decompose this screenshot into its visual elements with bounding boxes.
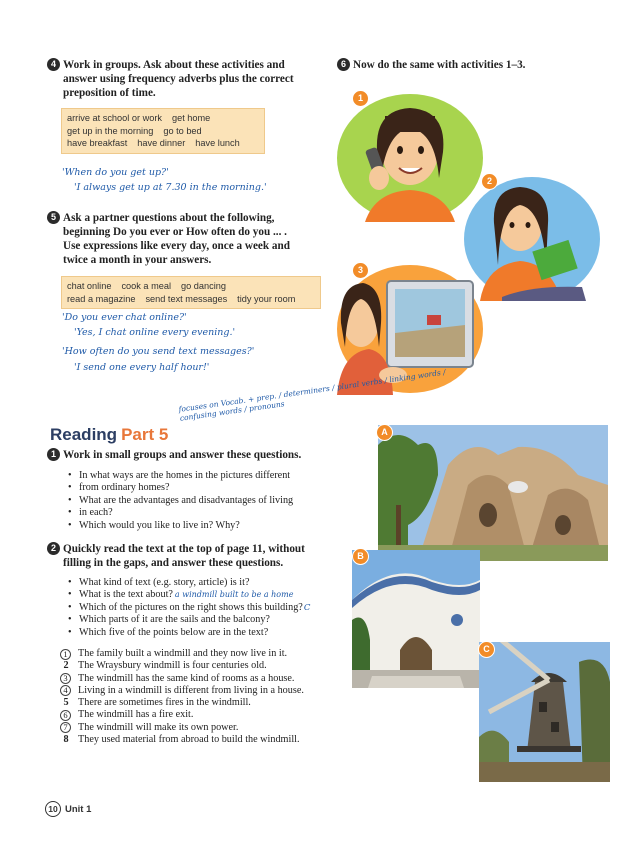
task-2: 2 Quickly read the text at the top of page 11, without filling in the gaps, and answer these questions. — [47, 542, 347, 570]
photo-b-modern-house — [352, 550, 480, 688]
task-6: 6 Now do the same with activities 1–3. — [337, 58, 597, 72]
task-1: 1 Work in small groups and answer these questions. — [47, 448, 347, 462]
statement: 6 The windmill has a fire exit. — [61, 709, 351, 721]
task-2-questions — [63, 577, 363, 639]
photo-label-a: A — [376, 424, 393, 441]
photo-c-windmill — [479, 642, 610, 782]
reading-part: Part 5 — [121, 425, 169, 444]
question: • Which parts of it are the sails and the balcony? — [63, 614, 363, 626]
task-number: 1 — [47, 448, 60, 461]
illustration-badge-1: 1 — [352, 90, 369, 107]
question: • What is the text about? a windmill built to be a home — [63, 589, 363, 601]
question-cont: • in each? — [63, 507, 353, 519]
handwritten-answer: a windmill built to be a home — [174, 590, 294, 600]
illustration-badge-3: 3 — [352, 262, 369, 279]
example-1-answer: 'Yes, I chat online every evening.' — [74, 327, 236, 338]
vocab-box-5: chat online cook a meal go dancing read a magazine send text messages tidy your room — [61, 276, 321, 309]
statement: 4 Living in a windmill is different from living in a house. — [61, 685, 351, 697]
unit-label: Unit 1 — [65, 804, 92, 815]
page-number: 10 — [45, 801, 61, 817]
example-2-question: 'How often do you send text messages?' — [62, 346, 255, 357]
statement: 5 There are sometimes fires in the windmill. — [63, 697, 251, 709]
task-number: 5 — [47, 211, 60, 224]
task-number: 2 — [47, 542, 60, 555]
task-1-questions — [63, 470, 353, 532]
task-number: 6 — [337, 58, 350, 71]
question: • What kind of text (e.g. story, article) is it? — [63, 577, 363, 589]
statement: 2 The Wraysbury windmill is four centuries old. — [63, 660, 267, 672]
illustration-badge-2: 2 — [481, 173, 498, 190]
example-2-answer: 'I send one every half hour!' — [74, 362, 210, 373]
question-cont: • from ordinary homes? — [63, 482, 353, 494]
statement: 1 The family built a windmill and they now live in it. — [61, 648, 351, 660]
question: • Which five of the points below are in the text? — [63, 627, 363, 639]
question: • Which of the pictures on the right shows this building?C — [63, 602, 363, 614]
vocab-box-4: arrive at school or work get home get up in the morning go to bed have breakfast have dinner have lunch — [61, 108, 265, 154]
task-number: 4 — [47, 58, 60, 71]
question: • Which would you like to live in? Why? — [63, 520, 353, 532]
question: • In what ways are the homes in the pictures different — [63, 470, 353, 482]
photo-label-b: B — [352, 548, 369, 565]
example-1-question: 'Do you ever chat online?' — [62, 312, 187, 323]
reading-title: Reading Part 5 — [50, 425, 169, 444]
example-question: 'When do you get up?' — [62, 167, 169, 178]
photo-a-cave-houses — [378, 425, 608, 561]
photo-label-c: C — [478, 641, 495, 658]
handwritten-answer: C — [303, 602, 311, 613]
task-5: 5 Ask a partner questions about the following, beginning Do you ever or How often do you ... . Use expressions like every day, once a week and twice a month in your answers. — [47, 211, 327, 267]
statement: 7 The windmill will make its own power. — [61, 722, 351, 734]
task-4: 4 Work in groups. Ask about these activities and answer using frequency adverbs plus the correct preposition of time. — [47, 58, 327, 100]
statement: 8 They used material from abroad to build the windmill. — [63, 734, 300, 746]
page-footer — [45, 801, 91, 817]
example-answer: 'I always get up at 7.30 in the morning.' — [74, 182, 267, 193]
statement: 3 The windmill has the same kind of rooms as a house. — [61, 673, 351, 685]
question: • What are the advantages and disadvantages of living — [63, 495, 353, 507]
statements-list — [61, 648, 351, 746]
handwritten-note: focuses on Vocab. + prep. / determiners / plural verbs / linking words / confusing words / pronouns — [178, 367, 447, 423]
